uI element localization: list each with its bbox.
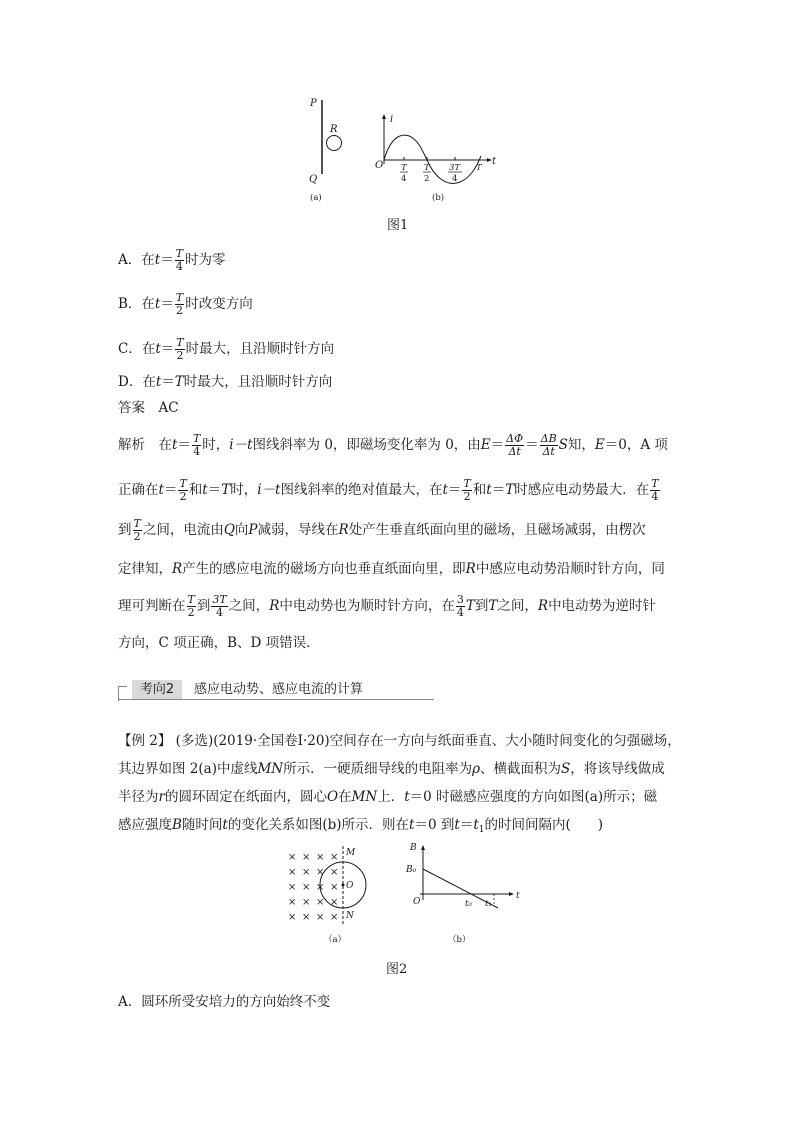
cross: × (316, 912, 325, 923)
cross: × (316, 867, 325, 878)
answer-value: AC (158, 400, 179, 416)
cross: × (288, 852, 297, 863)
cross: × (302, 852, 311, 863)
cross: × (330, 852, 339, 863)
tick-t2-num: T (424, 163, 430, 173)
t0-label: t₀ (465, 899, 472, 909)
tick-t: T (476, 163, 482, 173)
cross: × (330, 882, 339, 893)
center-dot (342, 884, 345, 887)
axis-t-label: t (516, 891, 520, 901)
figure-1 (300, 92, 510, 208)
section-tag: 考向2 (132, 680, 182, 700)
tick-3t4-den: 4 (452, 174, 458, 184)
cross: × (316, 852, 325, 863)
cross: × (316, 882, 325, 893)
label-b: (b) (432, 193, 445, 203)
example2-option-a: A．圆环所受安培力的方向始终不变 (118, 994, 331, 1010)
figure-2-caption: 图2 (386, 962, 408, 977)
figure-2 (280, 838, 530, 950)
b0-label: B₀ (406, 865, 417, 875)
option-c: C．在t＝ $\frac{T}{2}$ 时最大，且沿顺时针方向 (118, 336, 335, 362)
cross: × (288, 897, 297, 908)
tick-t2-den: 2 (424, 174, 430, 184)
axis-t-arrow (509, 892, 514, 896)
analysis-line-4: 定律知，R产生的感应电流的磁场方向也垂直纸面向里，即R中感应电动势沿顺时针方向，同 (118, 561, 665, 577)
t1-label: t₁ (485, 899, 492, 909)
option-d: D．在t＝T时最大，且沿顺时针方向 (118, 374, 333, 390)
option-b: B．在t＝ $\frac{T}{2}$ 时改变方向 (118, 291, 253, 317)
axis-i-arrow (382, 114, 386, 119)
section-title: 感应电动势、感应电流的计算 (194, 682, 364, 697)
label-a: (a) (310, 193, 322, 203)
label-r: R (330, 124, 338, 135)
cross: × (330, 897, 339, 908)
origin-o: O (413, 897, 421, 907)
cross: × (288, 882, 297, 893)
section-header (118, 680, 434, 700)
cross: × (302, 867, 311, 878)
axis-b-arrow (421, 845, 425, 850)
cross: × (302, 912, 311, 923)
analysis-line-2: 正确在t＝ $\frac{T}{2}$ 和t＝T时，i－t图线斜率的绝对值最大，在t＝ $\frac{T}{2}$ 和t＝T时感应电动势最大．在 $\frac{T}{4}$ (118, 477, 659, 503)
example2-line-3: 半径为r的圆环固定在纸面内，圆心O在MN上．t＝0 时磁感应强度的方向如图(a)所示；磁 (118, 789, 658, 805)
cross: × (288, 912, 297, 923)
tick-t4-num: T (401, 163, 407, 173)
cross: × (288, 867, 297, 878)
cross: × (316, 897, 325, 908)
cross: × (330, 867, 339, 878)
tick-3t4-num: 3T (449, 163, 461, 173)
label-b: （b） (448, 935, 471, 945)
option-a: A．在t＝ $\frac{T}{4}$ 时为零 (118, 247, 226, 273)
example2-line-4: 感应强度B随时间t的变化关系如图(b)所示．则在t＝0 到$t=t_1$的时间间隔内( ) (118, 817, 604, 835)
label-p: P (310, 98, 317, 109)
label-q: Q (309, 174, 318, 185)
analysis-line-6: 方向，C 项正确，B、D 项错误． (118, 635, 320, 651)
axis-t-label: t (492, 156, 497, 167)
axis-b-label: B (410, 843, 417, 853)
analysis-line-1: 解析 在t＝ $\frac{T}{4}$ 时，i－t图线斜率为 0，即磁场变化率为 0，由E＝ $\frac{\Delta\Phi}{\Delta t}$ ＝ $\frac{\Delta B}{\Delta t}$ S知，E＝0，A 项 (118, 432, 668, 458)
label-a: （a） (324, 935, 347, 945)
answer (118, 398, 179, 418)
figure-1-caption: 图1 (387, 218, 409, 233)
origin-o: O (375, 160, 384, 171)
example2-line-1: 【例 2】 (多选)(2019·全国卷Ⅰ·20)空间存在一方向与纸面垂直、大小随时间变化的匀强磁场， (118, 733, 681, 749)
tick-t4-den: 4 (401, 174, 407, 184)
cross: × (302, 882, 311, 893)
answer-label: 答案 (118, 400, 145, 416)
loop-r (327, 136, 342, 151)
cross: × (302, 897, 311, 908)
example2-line-2: 其边界如图 2(a)中虚线MN所示．一硬质细导线的电阻率为ρ、横截面积为S，将该导线做成 (118, 761, 665, 777)
sine-curve (384, 135, 481, 183)
label-m: M (346, 848, 356, 858)
label-o: O (346, 881, 354, 891)
section-rule (118, 699, 434, 700)
axis-i-label: i (390, 114, 394, 125)
cross-grid (288, 852, 338, 923)
label-n: N (346, 911, 354, 921)
analysis-line-5: 理可判断在 $\frac{T}{2}$ 到 $\frac{3T}{4}$ 之间，R中电动势也为顺时针方向，在 $\frac{3}{4}$ T到T之间，R中电动势为逆时针 (118, 593, 657, 619)
analysis-line-3: 到 $\frac{T}{2}$ 之间，电流由Q向P减弱，导线在R处产生垂直纸面向里的磁场，且磁场减弱，由楞次 (118, 517, 646, 543)
cross: × (330, 912, 339, 923)
